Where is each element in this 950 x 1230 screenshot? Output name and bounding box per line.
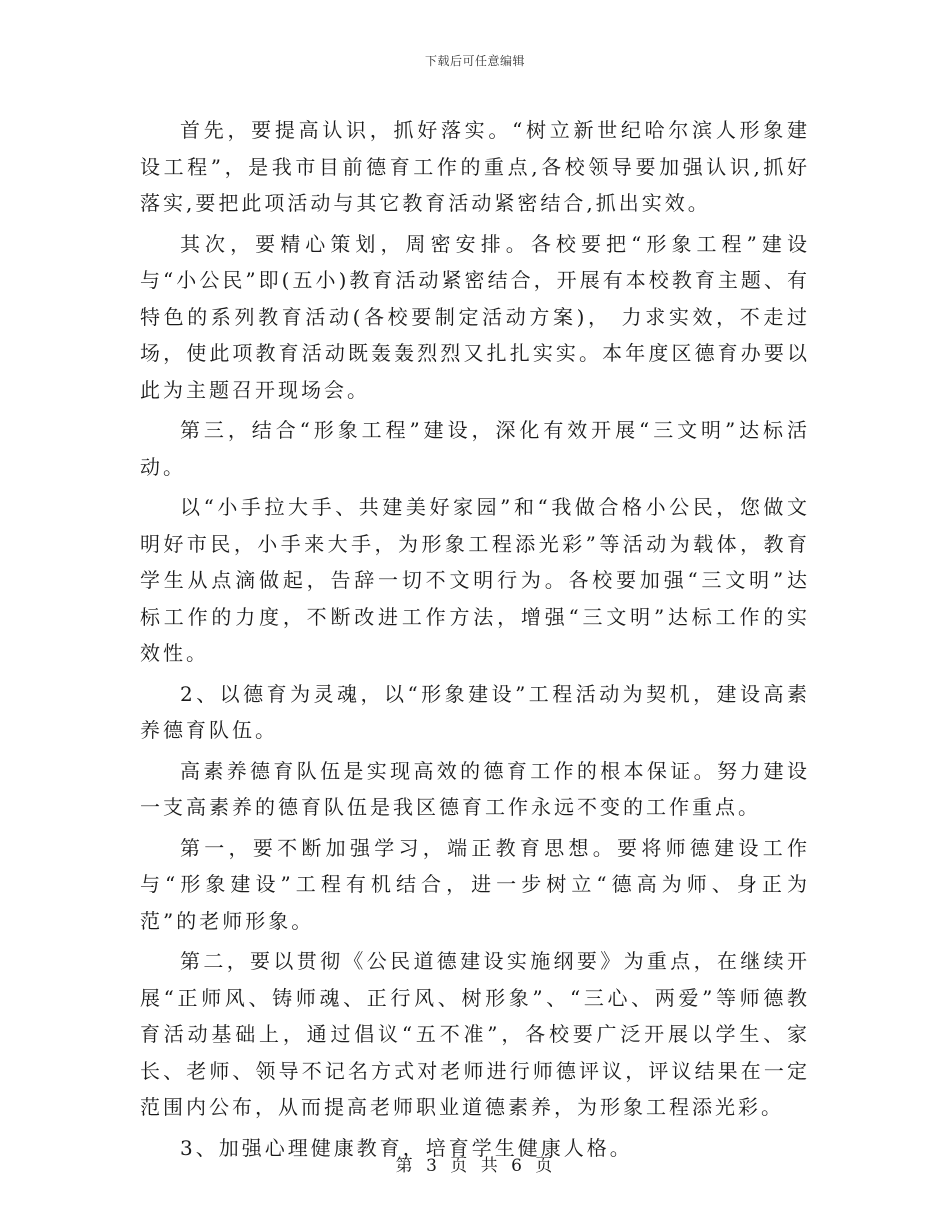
- paragraph-1: 首先，要提高认识，抓好落实。“树立新世纪哈尔滨人形象建设工程”，是我市目前德育工作的重点,各校领导要加强认识,抓好落实,要把此项活动与其它教育活动紧密结合,抓出实效。: [140, 118, 810, 215]
- paragraph-3: 第三，结合“形象工程”建设，深化有效开展“三文明”达标活动。: [140, 418, 810, 479]
- paragraph-6: 高素养德育队伍是实现高效的德育工作的根本保证。努力建设一支高素养的德育队伍是我区德育工作永远不变的工作重点。: [140, 758, 810, 819]
- paragraph-2: 其次，要精心策划，周密安排。各校要把“形象工程”建设与“小公民”即(五小)教育活动紧密结合，开展有本校教育主题、有特色的系列教育活动(各校要制定活动方案)， 力求实效，不走过场，使此项教育活动既轰轰烈烈又扎扎实实。本年度区德育办要以此为主题召开现场会。: [140, 231, 810, 402]
- paragraph-9: 3、加强心理健康教育，培育学生健康人格。: [180, 1135, 633, 1160]
- document-body: [140, 112, 810, 1170]
- page-number-footer: 第 3 页 共 6 页: [395, 1156, 555, 1176]
- paragraph-8: 第二，要以贯彻《公民道德建设实施纲要》为重点，在继续开展“正师风、铸师魂、正行风、树形象”、“三心、两爱”等师德教育活动基础上，通过倡议“五不准”，各校要广泛开展以学生、家长、老师、领导不记名方式对老师进行师德评议，评议结果在一定范围内公布，从而提高老师职业道德素养，为形象工程添光彩。: [140, 949, 810, 1119]
- page-header: 下载后可任意编辑: [424, 54, 525, 68]
- paragraph-7: 第一，要不断加强学习，端正教育思想。要将师德建设工作与“形象建设”工程有机结合，进一步树立“德高为师、身正为范”的老师形象。: [140, 835, 810, 933]
- paragraph-5: 2、以德育为灵魂，以“形象建设”工程活动为契机，建设高素养德育队伍。: [140, 681, 810, 742]
- paragraph-4: 以“小手拉大手、共建美好家园”和“我做合格小公民，您做文明好市民，小手来大手，为形象工程添光彩”等活动为载体，教育学生从点滴做起，告辞一切不文明行为。各校要加强“三文明”达标工作的力度，不断改进工作方法，增强“三文明”达标工作的实效性。: [140, 495, 810, 665]
